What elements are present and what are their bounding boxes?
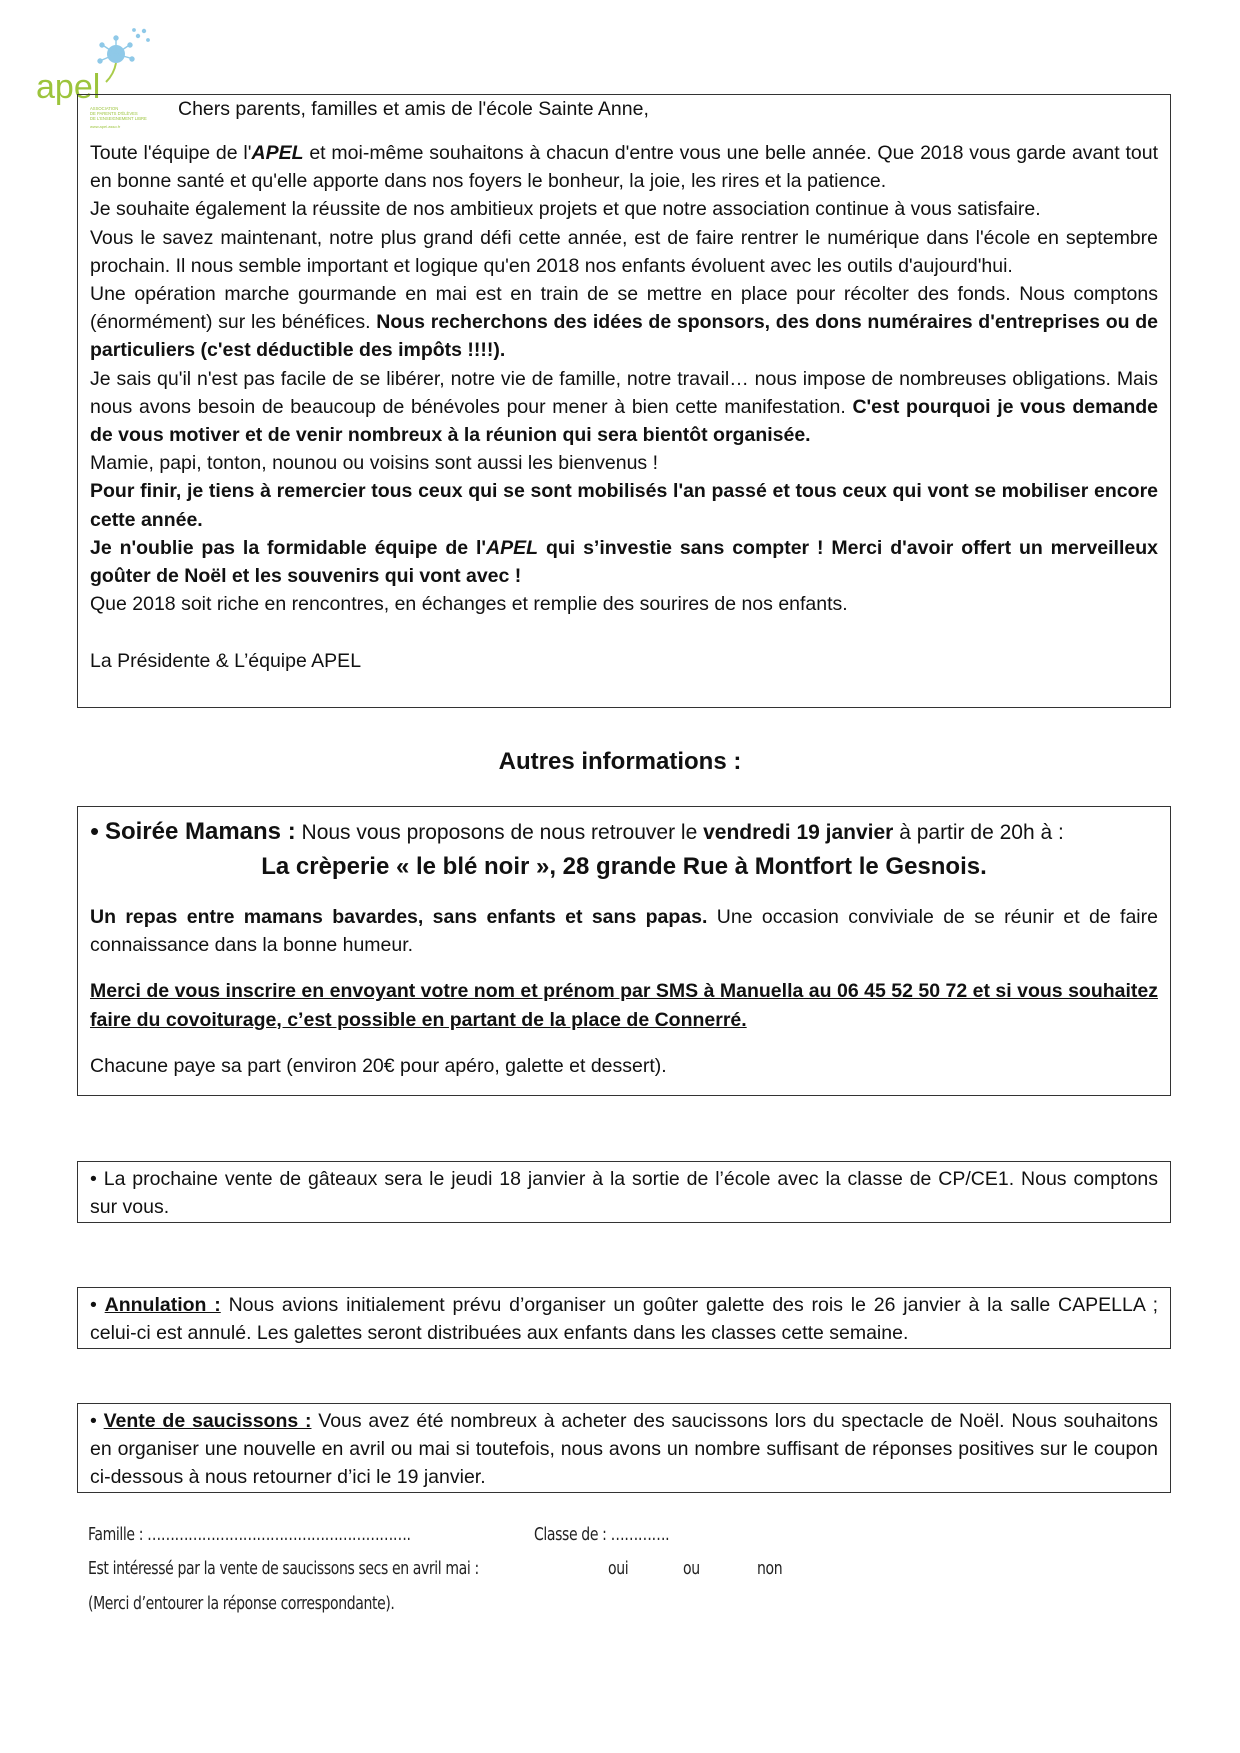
svg-text:www.apel.asso.fr: www.apel.asso.fr — [90, 124, 121, 129]
coupon-non[interactable]: non — [757, 1558, 783, 1579]
annulation-label: Annulation : — [104, 1294, 221, 1316]
letter-paragraph-3: Vous le savez maintenant, notre plus grand défi cette année, est de faire rentrer le numérique dans l'école en septembre prochain. Il nous semble important et logique qu'en 2018 nos enfants évoluent avec les outils d'aujourd'hui. — [90, 226, 1158, 277]
letter-paragraph-4: Une opération marche gourmande en mai est en train de se mettre en place pour récolter des fonds. Nous comptons (énormément) sur les bénéfices. Nous recherchons des idées de sponsors, des dons numéraires d'entreprises ou de particuliers (c'est déductible des impôts !!!!). — [90, 283, 1158, 362]
coupon-ou: ou — [683, 1558, 700, 1579]
coupon-interest: Est intéressé par la vente de saucissons secs en avril mai : — [88, 1558, 479, 1579]
coupon-note: (Merci d’entourer la réponse correspondante). — [88, 1593, 395, 1614]
spacer — [90, 1034, 1158, 1052]
letter-paragraph-8: Je n'oublie pas la formidable équipe de l'APEL qui s’investie sans compter ! Merci d'avoir offert un merveilleux goûter de Noël et les souvenirs qui vont avec ! — [90, 536, 1158, 588]
letter-paragraph-2: Je souhaite également la réussite de nos ambitieux projets et que notre association continue à vous satisfaire. — [90, 198, 1041, 221]
letter-spacer — [90, 618, 1158, 646]
gateaux-box — [77, 1161, 1171, 1223]
coupon-oui[interactable]: oui — [608, 1558, 629, 1579]
bullet-icon: • — [90, 1410, 97, 1432]
annulation-box — [77, 1287, 1171, 1349]
letter-paragraph-6: Mamie, papi, tonton, nounou ou voisins sont aussi les bienvenus ! — [90, 452, 659, 475]
saucissons-label: Vente de saucissons : — [103, 1410, 312, 1432]
gateaux-text: • La prochaine vente de gâteaux sera le jeudi 18 janvier à la sortie de l’école avec la classe de CP/CE1. Nous comptons sur vous. — [90, 1168, 1158, 1219]
letter-paragraph-1: Toute l'équipe de l'APEL et moi-même souhaitons à chacun d'entre vous une belle année. Que 2018 vous garde avant tout en bonne santé et qu'elle apporte dans nos foyers le bonheur, la joie, les rires et la patience. — [90, 142, 1158, 193]
bullet-icon: • — [90, 816, 100, 846]
soiree-title: Soirée Mamans : — [104, 818, 296, 845]
letter-greeting: Chers parents, familles et amis de l'école Sainte Anne, — [178, 98, 649, 120]
coupon-classe: Classe de : …………. — [534, 1524, 670, 1545]
spacer — [90, 959, 1158, 977]
saucissons-box — [77, 1403, 1171, 1493]
letter-paragraph-9: Que 2018 soit riche en rencontres, en échanges et remplie des sourires de nos enfants. — [90, 593, 848, 616]
bullet-icon: • — [90, 1168, 97, 1190]
bullet-icon: • — [90, 1294, 97, 1316]
soiree-box — [77, 806, 1171, 1096]
spacer — [90, 885, 1158, 903]
soiree-price: Chacune paye sa part (environ 20€ pour apéro, galette et dessert). — [90, 1054, 667, 1077]
svg-text:DE L'ENSEIGNEMENT LIBRE: DE L'ENSEIGNEMENT LIBRE — [90, 116, 147, 121]
letter-signature: La Présidente & L’équipe APEL — [90, 649, 362, 672]
soiree-description: Un repas entre mamans bavardes, sans enfants et sans papas. Une occasion conviviale de se réunir et de faire connaissance dans la bonne humeur. — [90, 906, 1158, 957]
annulation-text: • Annulation : Nous avions initialement prévu d’organiser un goûter galette des rois le 26 janvier à la salle CAPELLA ; celui-ci est annulé. Les galettes seront distribuées aux enfants dans les classes cette semaine. — [90, 1294, 1158, 1345]
soiree-intro: • Soirée Mamans : Nous vous proposons de nous retrouver le vendredi 19 janvier à partir de 20h à : — [90, 816, 1064, 846]
soiree-place: La crèperie « le blé noir », 28 grande Rue à Montfort le Gesnois. — [261, 853, 987, 880]
logo-text: apel — [36, 68, 101, 106]
saucissons-text: • Vente de saucissons : Vous avez été nombreux à acheter des saucissons lors du spectacle de Noël. Nous souhaitons en organiser une nouvelle en avril ou mai si toutefois, nous avons un nombre suffisant de réponses positives sur le coupon ci-dessous à nous retourner d’ici le 19 janvier. — [90, 1410, 1158, 1489]
letter-paragraph-7: Pour finir, je tiens à remercier tous ceux qui se sont mobilisés l'an passé et tous ceux qui vont se mobiliser encore cette année. — [90, 480, 1158, 531]
soiree-registration: Merci de vous inscrire en envoyant votre nom et prénom par SMS à Manuella au 06 45 52 50 72 et si vous souhaitez faire du covoiturage, c’est possible en partant de la place de Connerré. — [90, 980, 1158, 1031]
coupon-famille: Famille : …………………………………………………. — [88, 1524, 411, 1545]
section-title: Autres informations : — [498, 748, 742, 775]
svg-text:DE PARENTS D'ÉLÈVES: DE PARENTS D'ÉLÈVES — [90, 111, 138, 116]
letter-box — [77, 94, 1171, 708]
letter-paragraph-5: Je sais qu'il n'est pas facile de se libérer, notre vie de famille, notre travail… nous impose de nombreuses obligations. Mais nous avons besoin de beaucoup de bénévoles pour mener à bien cette manifestation. C'est pourquoi je vous demande de vous motiver et de venir nombreux à la réunion qui sera bientôt organisée. — [90, 367, 1158, 447]
svg-text:ASSOCIATION: ASSOCIATION — [90, 106, 119, 111]
